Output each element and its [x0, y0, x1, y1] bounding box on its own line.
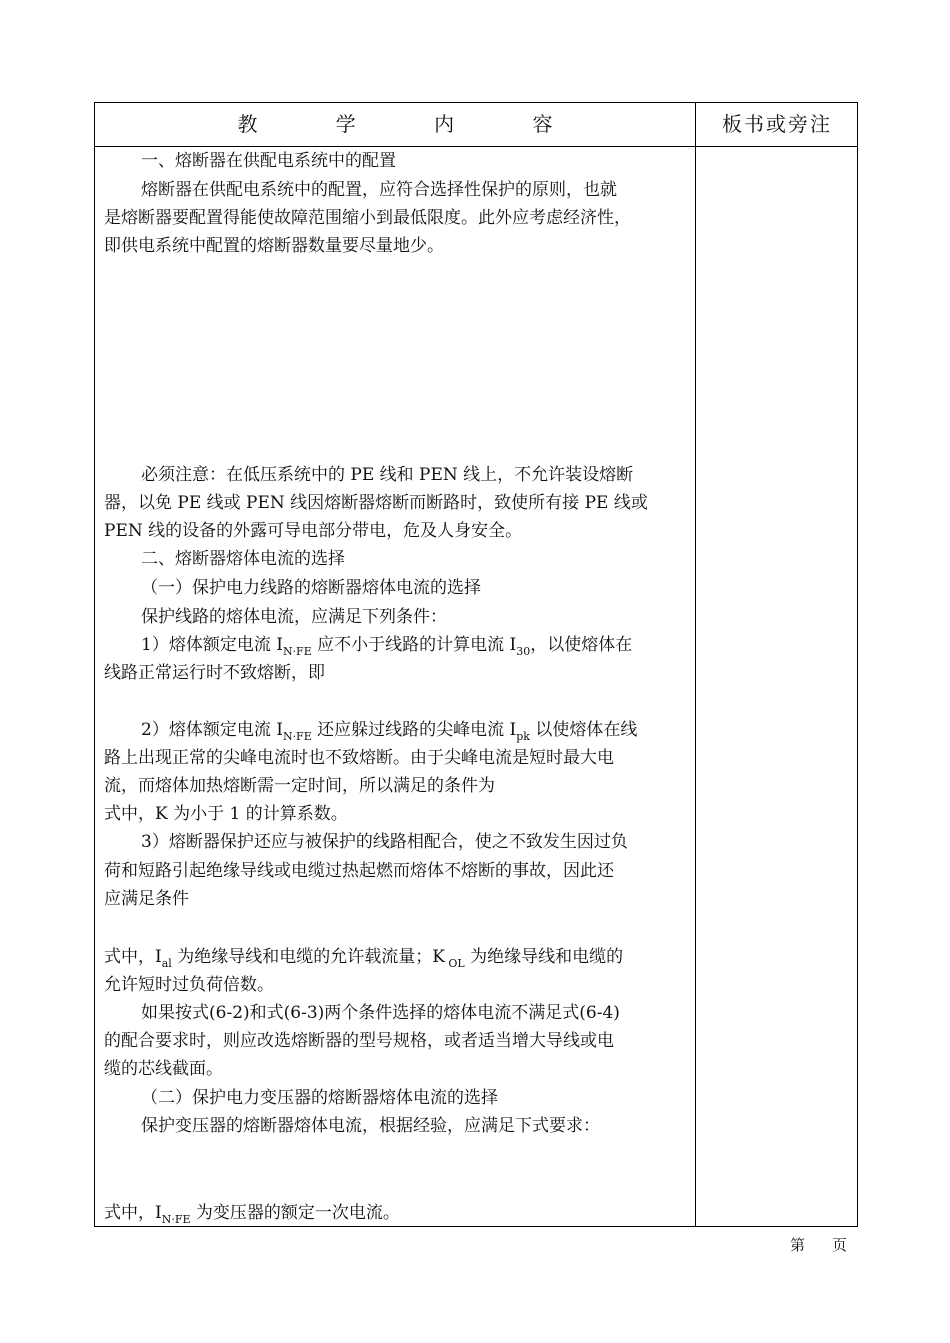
paragraph-line: 线路正常运行时不致熔断，即 [104, 663, 325, 683]
paragraph-line: 是熔断器要配置得能使故障范围缩小到最低限度。此外应考虑经济性， [104, 208, 631, 228]
paragraph-line: 器，以免 PE 线或 PEN 线因熔断器熔断而断路时，致使所有接 PE 线或 [104, 493, 648, 513]
paragraph-line: 式中，K 为小于 1 的计算系数。 [104, 804, 348, 824]
paragraph-line: 路上出现正常的尖峰电流时也不致熔断。由于尖峰电流是短时最大电 [104, 748, 614, 768]
subscript: pk [516, 730, 530, 743]
text-run: 式中，I [104, 1203, 162, 1223]
notes-column-header: 板书或旁注 [722, 112, 832, 136]
formula-note-line [104, 944, 689, 970]
text-run: 还应躲过线路的尖峰电流 I [311, 720, 517, 740]
text-run: 2）熔体额定电流 I [141, 720, 283, 740]
paragraph-line: 的配合要求时，则应改选熔断器的型号规格，或者适当增大导线或电 [104, 1031, 614, 1051]
column-divider [695, 103, 696, 1226]
header-divider [95, 146, 857, 147]
subscript: N·FE [282, 730, 312, 743]
paragraph-line: 保护变压器的熔断器熔体电流，根据经验，应满足下式要求： [141, 1116, 600, 1136]
paragraph-line: 如果按式(6-2)和式(6-3)两个条件选择的熔体电流不满足式(6-4) [141, 1003, 620, 1023]
section-heading-2: 二、熔断器熔体电流的选择 [141, 549, 345, 569]
text-run: ，以使熔体在 [530, 635, 633, 655]
paragraph-line: 荷和短路引起绝缘导线或电缆过热起燃而熔体不熔断的事故，因此还 [104, 861, 614, 881]
text-run: 为绝缘导线和电缆的允许载流量；K [171, 947, 445, 967]
paragraph-line: 即供电系统中配置的熔断器数量要尽量地少。 [104, 236, 444, 256]
subscript: OL [444, 957, 465, 970]
subsection-heading-2: （二）保护电力变压器的熔断器熔体电流的选择 [141, 1088, 498, 1108]
paragraph-line: 必须注意：在低压系统中的 PE 线和 PEN 线上，不允许装设熔断 [141, 465, 634, 485]
condition-3-line: 3）熔断器保护还应与被保护的线路相配合，使之不致发生因过负 [141, 832, 628, 852]
subsection-heading-1: （一）保护电力线路的熔断器熔体电流的选择 [141, 578, 481, 598]
condition-1-line [104, 632, 726, 658]
section-heading-1: 一、熔断器在供配电系统中的配置 [141, 151, 396, 171]
paragraph-line: 保护线路的熔体电流，应满足下列条件： [141, 607, 447, 627]
content-column-header: 教 学 内 容 [237, 112, 589, 136]
subscript: N·FE [282, 645, 312, 658]
text-run: 应不小于线路的计算电流 I [311, 635, 517, 655]
text-run: 以使熔体在线 [529, 720, 638, 740]
condition-2-line [104, 717, 726, 743]
paragraph-line: 缆的芯线截面。 [104, 1059, 223, 1079]
formula-note-line [104, 1200, 689, 1226]
paragraph-line: PEN 线的设备的外露可导电部分带电，危及人身安全。 [104, 521, 523, 541]
subscript: N·FE [161, 1213, 191, 1226]
page-label-left: 第 [790, 1236, 806, 1254]
text-run: 1）熔体额定电流 I [141, 635, 283, 655]
paragraph-line: 允许短时过负荷倍数。 [104, 975, 274, 995]
text-run: 为绝缘导线和电缆的 [464, 947, 624, 967]
text-run: 为变压器的额定一次电流。 [190, 1203, 400, 1223]
paragraph-line: 应满足条件 [104, 889, 189, 909]
subscript: 30 [516, 645, 531, 658]
text-run: 式中，I [104, 947, 162, 967]
paragraph-line: 熔断器在供配电系统中的配置，应符合选择性保护的原则，也就 [141, 180, 617, 200]
paragraph-line: 流，而熔体加热熔断需一定时间，所以满足的条件为 [104, 776, 495, 796]
subscript: al [161, 957, 172, 970]
page-label-right: 页 [832, 1236, 848, 1254]
